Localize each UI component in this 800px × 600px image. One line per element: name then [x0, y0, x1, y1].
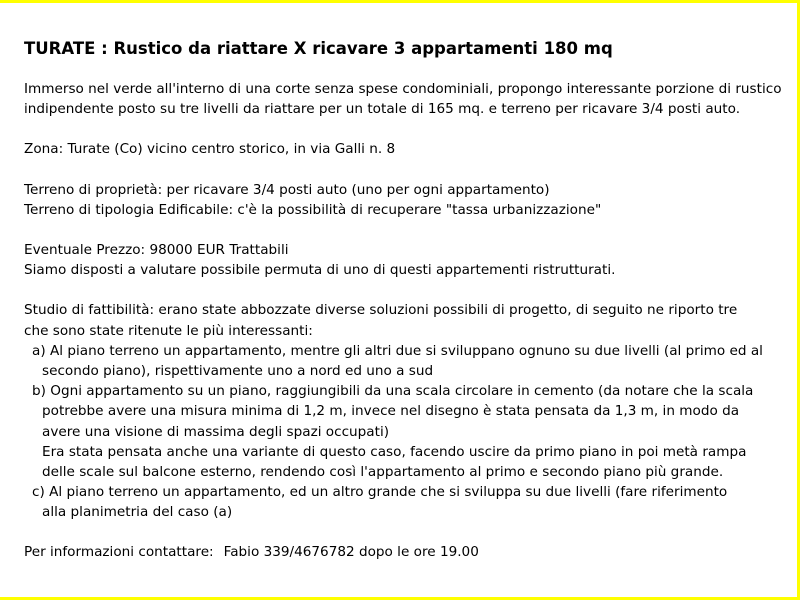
contact-label: Per informazioni contattare:	[24, 543, 214, 560]
listing-document	[24, 38, 784, 562]
option-c-line: c) Al piano terreno un appartamento, ed un altro grande che si sviluppa su due livelli (fare riferimento	[32, 484, 728, 501]
price-line: Eventuale Prezzo: 98000 EUR Trattabili	[24, 242, 289, 259]
option-b-line: Era stata pensata anche una variante di questo caso, facendo uscire da primo piano in poi metà rampa	[42, 443, 747, 460]
feasibility-line: che sono state ritenute le più interessanti:	[24, 322, 313, 339]
option-b-line: potrebbe avere una misura minima di 1,2 m, invece nel disegno è stata pensata da 1,3 m, in modo da	[42, 403, 740, 420]
land-line: Terreno di tipologia Edificabile: c'è la possibilità di recuperare "tassa urbanizzazione"	[24, 201, 602, 218]
option-a-line: secondo piano), rispettivamente uno a nord ed uno a sud	[42, 363, 434, 380]
option-b	[24, 381, 784, 482]
option-c-line: alla planimetria del caso (a)	[42, 504, 233, 521]
contact-line	[24, 542, 784, 562]
land-line: Terreno di proprietà: per ricavare 3/4 posti auto (uno per ogni appartamento)	[24, 181, 550, 198]
price-line: Siamo disposti a valutare possibile permuta di uno di questi appartementi ristrutturati.	[24, 262, 616, 279]
feasibility-section	[24, 300, 784, 522]
zone-line: Zona: Turate (Co) vicino centro storico, in via Galli n. 8	[24, 141, 396, 158]
price-paragraph	[24, 240, 784, 280]
listing-title: TURATE : Rustico da riattare X ricavare 3 appartamenti 180 mq	[24, 39, 613, 58]
option-c	[24, 482, 784, 522]
intro-paragraph	[24, 79, 784, 119]
intro-line: Immerso nel verde all'interno di una corte senza spese condominiali, propongo interessante porzione di rustico	[24, 81, 782, 97]
option-b-line: b) Ogni appartamento su un piano, raggiungibili da una scala circolare in cemento (da notare che la scala	[32, 383, 754, 400]
yellow-frame-top	[0, 0, 800, 3]
zone-paragraph	[24, 139, 784, 159]
option-b-line: avere una visione di massima degli spazi occupati)	[42, 423, 390, 440]
land-paragraph	[24, 180, 784, 220]
option-b-line: delle scale sul balcone esterno, rendendo così l'appartamento al primo e secondo piano più grande.	[42, 464, 724, 481]
intro-line: indipendente posto su tre livelli da riattare per un totale di 165 mq. e terreno per ricavare 3/4 posti auto.	[24, 101, 741, 118]
option-a-line: a) Al piano terreno un appartamento, mentre gli altri due si sviluppano ognuno su due livelli (al primo ed al	[32, 342, 763, 359]
contact-value: Fabio 339/4676782 dopo le ore 19.00	[223, 543, 479, 560]
feasibility-line: Studio di fattibilità: erano state abbozzate diverse soluzioni possibili di progetto, di seguito ne riporto tre	[24, 302, 738, 319]
option-a	[24, 341, 784, 381]
